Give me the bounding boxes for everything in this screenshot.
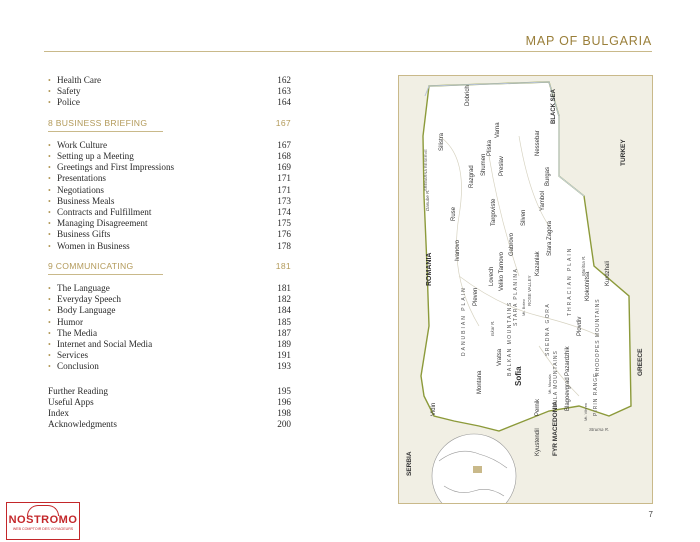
label-macedonia: FYR MACEDONIA <box>552 401 559 456</box>
toc-entry-page: 171 <box>277 184 291 195</box>
feature-srebarna: SREBARNA RESERVE <box>423 149 428 191</box>
bullet-icon: • <box>48 87 51 97</box>
logo-tagline: WEB COMPTOIR DES VOYAGEURS <box>12 527 74 531</box>
feature-mt-botev: Mt. Botev <box>521 299 526 316</box>
toc-entry-page: 185 <box>277 316 291 327</box>
toc-group-backmatter <box>48 386 291 431</box>
region-rhodopes: RHODOPES MOUNTAINS <box>595 298 601 376</box>
toc-entry[interactable] <box>48 350 291 361</box>
globe-bulgaria-marker <box>473 466 482 473</box>
toc-entry[interactable] <box>48 151 291 162</box>
city-vidin: Vidin <box>431 402 437 416</box>
bullet-icon: • <box>48 241 51 251</box>
nostromo-logo <box>6 502 80 540</box>
toc-entry-label: Index <box>48 408 69 419</box>
toc-entry[interactable] <box>48 86 291 97</box>
toc-entry[interactable] <box>48 339 291 350</box>
toc-entry-label: Business Gifts <box>57 229 111 240</box>
label-black-sea: BLACK SEA <box>551 88 557 124</box>
toc-entry-label: Police <box>57 97 80 108</box>
toc-entry[interactable] <box>48 283 291 294</box>
toc-entry-page: 181 <box>277 283 291 294</box>
city-yambol: Yambol <box>540 191 546 211</box>
bullet-icon: • <box>48 152 51 162</box>
toc-entry-label: Managing Disagreement <box>57 218 148 229</box>
toc-entry-page: 191 <box>277 350 291 361</box>
city-nessebar: Nessebar <box>535 130 541 156</box>
toc-entry[interactable] <box>48 207 291 218</box>
toc-entry-label: Useful Apps <box>48 396 94 407</box>
city-veliko-tarnovo: Veliko Tarnovo <box>499 252 505 291</box>
toc-entry-page: 174 <box>277 207 291 218</box>
bullet-icon: • <box>48 174 51 184</box>
toc-entry-page: 178 <box>277 240 291 251</box>
toc-entry[interactable] <box>48 328 291 339</box>
river-danube: Danube R. <box>425 189 430 211</box>
toc-entry-page: 162 <box>277 75 291 85</box>
bullet-icon: • <box>48 284 51 294</box>
toc-entry[interactable] <box>48 317 291 328</box>
toc-entry[interactable] <box>48 97 291 108</box>
toc-section-9[interactable] <box>48 261 291 272</box>
toc-group-communicating <box>48 283 291 373</box>
bulgaria-map <box>398 75 653 504</box>
toc-entry-label: Contracts and Fulfillment <box>57 207 152 218</box>
toc-entry[interactable] <box>48 361 291 372</box>
city-preslav: Preslav <box>499 155 505 176</box>
toc-entry-label: Further Reading <box>48 385 108 396</box>
city-burgas: Burgas <box>545 166 551 186</box>
bullet-icon: • <box>48 76 51 85</box>
city-sliven: Sliven <box>521 209 527 226</box>
city-kazanlak: Kazanlak <box>535 251 541 276</box>
toc-section-8[interactable] <box>48 118 291 129</box>
bullet-icon: • <box>48 328 51 338</box>
bullet-icon: • <box>48 140 51 150</box>
toc-entry[interactable] <box>48 196 291 207</box>
toc-entry-label: Everyday Speech <box>57 294 122 305</box>
toc-group-business <box>48 140 291 252</box>
river-iskar: Iskar R. <box>490 320 495 336</box>
toc-entry-label: Presentations <box>57 173 106 184</box>
toc-entry-page: 169 <box>277 162 291 173</box>
bullet-icon: • <box>48 163 51 173</box>
toc-entry[interactable] <box>48 241 291 252</box>
toc-entry[interactable] <box>48 229 291 240</box>
city-kurdzhali: Kurdzhali <box>605 260 611 286</box>
city-gabrovo: Gabrovo <box>509 232 515 256</box>
bullet-icon: • <box>48 230 51 240</box>
toc-entry-label: The Language <box>57 283 110 294</box>
toc-entry-page: 173 <box>277 195 291 206</box>
region-danubian-plain: DANUBIAN PLAIN <box>461 286 467 356</box>
city-lovech: Lovech <box>489 266 495 286</box>
city-pernik: Pernik <box>535 398 541 416</box>
toc-entry[interactable] <box>48 162 291 173</box>
label-turkey: TURKEY <box>620 139 627 166</box>
toc-entry-label: Setting up a Meeting <box>57 151 134 162</box>
bullet-icon: • <box>48 295 51 305</box>
map-canvas <box>399 76 652 503</box>
bullet-icon: • <box>48 317 51 327</box>
bullet-icon: • <box>48 306 51 316</box>
river-maritsa: Maritsa R. <box>581 255 586 276</box>
toc-entry[interactable] <box>48 218 291 229</box>
toc-entry-page: 176 <box>277 229 291 240</box>
toc-entry-label: Greetings and First Impressions <box>57 162 175 173</box>
bullet-icon: • <box>48 340 51 350</box>
city-shumen: Shumen <box>481 153 487 176</box>
bullet-icon: • <box>48 98 51 108</box>
toc-entry-label: Body Language <box>57 305 116 316</box>
toc-entry[interactable] <box>48 173 291 184</box>
city-silistra: Silistra <box>439 132 445 151</box>
toc-entry-label: Conclusion <box>57 361 99 372</box>
bullet-icon: • <box>48 185 51 195</box>
toc-entry-page: 189 <box>277 339 291 350</box>
bullet-icon: • <box>48 196 51 206</box>
region-rila: RILA MOUNTAINS <box>553 350 559 406</box>
city-sofia: Sofia <box>514 366 523 386</box>
toc-entry-label: Safety <box>57 86 81 97</box>
toc-entry[interactable] <box>48 185 291 196</box>
feature-mt-musala: Mt. Musala <box>547 374 552 394</box>
bullet-icon: • <box>48 362 51 372</box>
region-balkan-mountains: BALKAN MOUNTAINS <box>507 301 513 376</box>
river-struma: Struma R. <box>589 427 610 432</box>
bullet-icon: • <box>48 208 51 218</box>
city-razgrad: Razgrad <box>469 165 475 188</box>
toc-entry-label: Services <box>57 350 89 361</box>
label-greece: GREECE <box>637 348 644 376</box>
section-underline <box>48 274 163 275</box>
toc-entry-page: 167 <box>277 139 291 150</box>
toc-entry[interactable] <box>48 419 291 430</box>
city-pleven: Pleven <box>473 287 479 306</box>
toc-entry-label: The Media <box>57 327 98 338</box>
toc-entry-label: Health Care <box>57 75 102 85</box>
bullet-icon: • <box>48 219 51 229</box>
toc-entry[interactable] <box>48 386 291 397</box>
toc-entry-page: 198 <box>277 408 291 419</box>
table-of-contents <box>48 75 291 430</box>
city-pazardzhik: Pazardzhik <box>565 346 571 376</box>
toc-entry[interactable] <box>48 397 291 408</box>
toc-entry-label: Work Culture <box>57 139 108 150</box>
toc-entry-page: 175 <box>277 218 291 229</box>
toc-entry-label: Acknowledgments <box>48 419 117 430</box>
city-vratsa: Vratsa <box>497 348 503 366</box>
city-targoviste: Targoviste <box>491 198 497 226</box>
toc-group-health <box>48 75 291 109</box>
toc-entry-label: Negotiations <box>57 184 104 195</box>
section-underline <box>48 131 163 132</box>
toc-entry[interactable] <box>48 408 291 419</box>
label-serbia: SERBIA <box>406 451 413 476</box>
page-title: MAP OF BULGARIA <box>525 34 652 48</box>
toc-entry-label: Internet and Social Media <box>57 339 153 350</box>
toc-entry[interactable] <box>48 294 291 305</box>
city-stara-zagora: Stara Zagora <box>547 220 553 256</box>
toc-entry-page: 196 <box>277 396 291 407</box>
toc-entry-page: 171 <box>277 173 291 184</box>
toc-entry[interactable] <box>48 305 291 316</box>
city-pliska: Pliska <box>487 139 493 156</box>
bullet-icon: • <box>48 351 51 361</box>
toc-entry-label: Women in Business <box>57 240 130 251</box>
section-title: 9 COMMUNICATING <box>48 260 134 271</box>
region-stara-planina: STARA PLANINA <box>513 267 519 326</box>
toc-entry[interactable] <box>48 140 291 151</box>
city-blagoevgrad: Blagoevgrad <box>565 377 571 411</box>
feature-mt-vihren: Mt. Vihren <box>583 402 588 421</box>
city-plovdiv: Plovdiv <box>577 316 583 336</box>
header-rule <box>44 51 652 52</box>
toc-entry-page: 163 <box>277 86 291 97</box>
region-pirin: PIRIN RANGE <box>593 372 599 416</box>
logo-arc-icon <box>27 505 59 516</box>
city-ruse: Ruse <box>451 206 457 221</box>
section-page: 167 <box>275 117 291 128</box>
city-varna: Varna <box>495 122 501 138</box>
toc-entry-page: 193 <box>277 361 291 372</box>
toc-entry-label: Humor <box>57 316 84 327</box>
toc-entry-page: 184 <box>277 305 291 316</box>
toc-entry-page: 200 <box>277 419 291 430</box>
toc-entry-label: Business Meals <box>57 195 115 206</box>
toc-entry-page: 182 <box>277 294 291 305</box>
region-rose-valley: ROSE VALLEY <box>527 275 532 306</box>
page-number: 7 <box>648 510 653 519</box>
city-klokotnitsa: Klokotnitsa <box>585 271 591 301</box>
toc-entry-page: 164 <box>277 97 291 108</box>
label-romania: ROMANIA <box>426 252 433 286</box>
section-page: 181 <box>275 260 291 271</box>
region-thracian-plain: THRACIAN PLAIN <box>567 246 573 316</box>
city-dobrich: Dobrich <box>465 85 471 106</box>
city-montana: Montana <box>477 370 483 394</box>
region-sredna-gora: SREDNA GORA <box>545 302 551 356</box>
section-title: 8 BUSINESS BRIEFING <box>48 117 148 128</box>
toc-entry-page: 168 <box>277 151 291 162</box>
toc-entry-page: 187 <box>277 327 291 338</box>
logo-name: NOSTROMO <box>8 514 78 526</box>
city-ivanovo: Ivanovo <box>455 239 461 261</box>
toc-entry[interactable] <box>48 75 291 86</box>
toc-entry-page: 195 <box>277 385 291 396</box>
city-kyustendil: Kyustendil <box>535 428 541 456</box>
